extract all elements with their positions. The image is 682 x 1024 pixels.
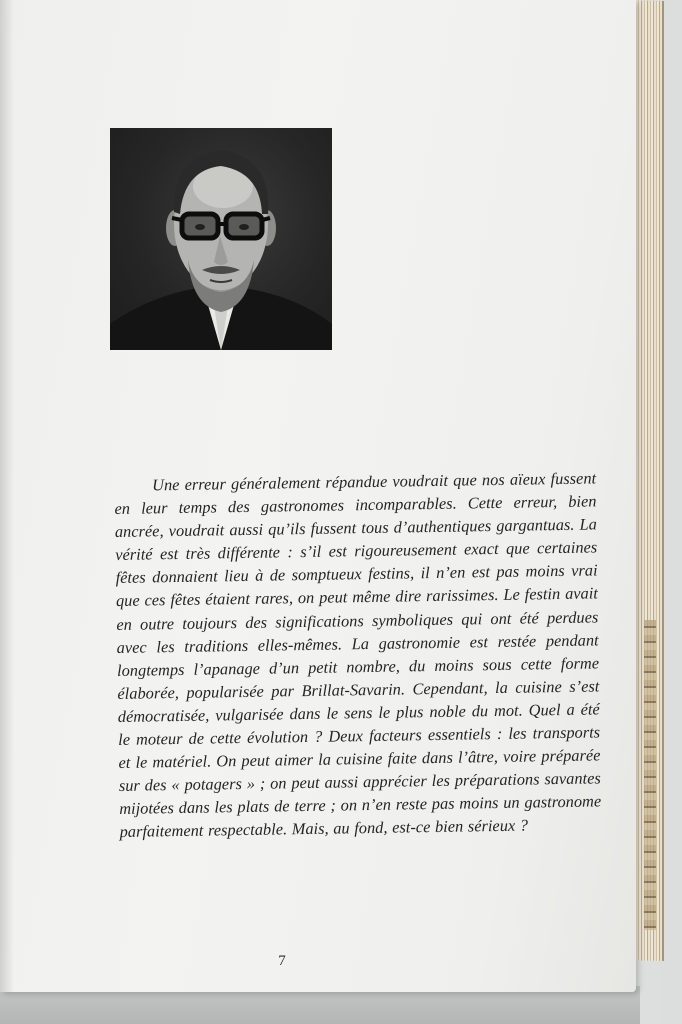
page-number: 7 [278,953,286,969]
author-portrait-photo [110,128,332,350]
page-edges-shadow [644,620,656,930]
body-paragraph: Une erreur généralement répandue voudrait que nos aïeux fussent en leur temps des gastronomes incomparables. Cette erreur, bien ancrée, voudrait aussi qu’ils fussent tous d’authentiques gargantuas. La vérité est très différente : s’il est rigoureusement exact que certaines fêtes donnaient lieu à de somptueux festins, il n’en est pas moins vrai que ces fêtes étaient rares, on peut même dire rarissimes. Le festin avait en outre toujours des significations symboliques qui ont été perdues avec les traditions elles-mêmes. La gastronomie est restée pendant longtemps l’apanage d’un petit nombre, du moins sous cette forme élaborée, popularisée par Brillat-Savarin. Cependant, la cuisine s’est démocratisée, vulgarisée dans le sens le plus noble du mot. Quel a été le moteur de cette évolution ? Deux facteurs essentiels : les transports et le matériel. On peut aimer la cuisine faite dans l’âtre, voire préparée sur des « potagers » ; on peut aussi apprécier les préparations savantes mijotées dans les plats de terre ; on n’en reste pas moins un gastronome parfaitement respectable. Mais, au fond, est-ce bien sérieux ? [114,468,602,842]
portrait-illustration [110,128,332,350]
page-gutter [0,0,14,992]
